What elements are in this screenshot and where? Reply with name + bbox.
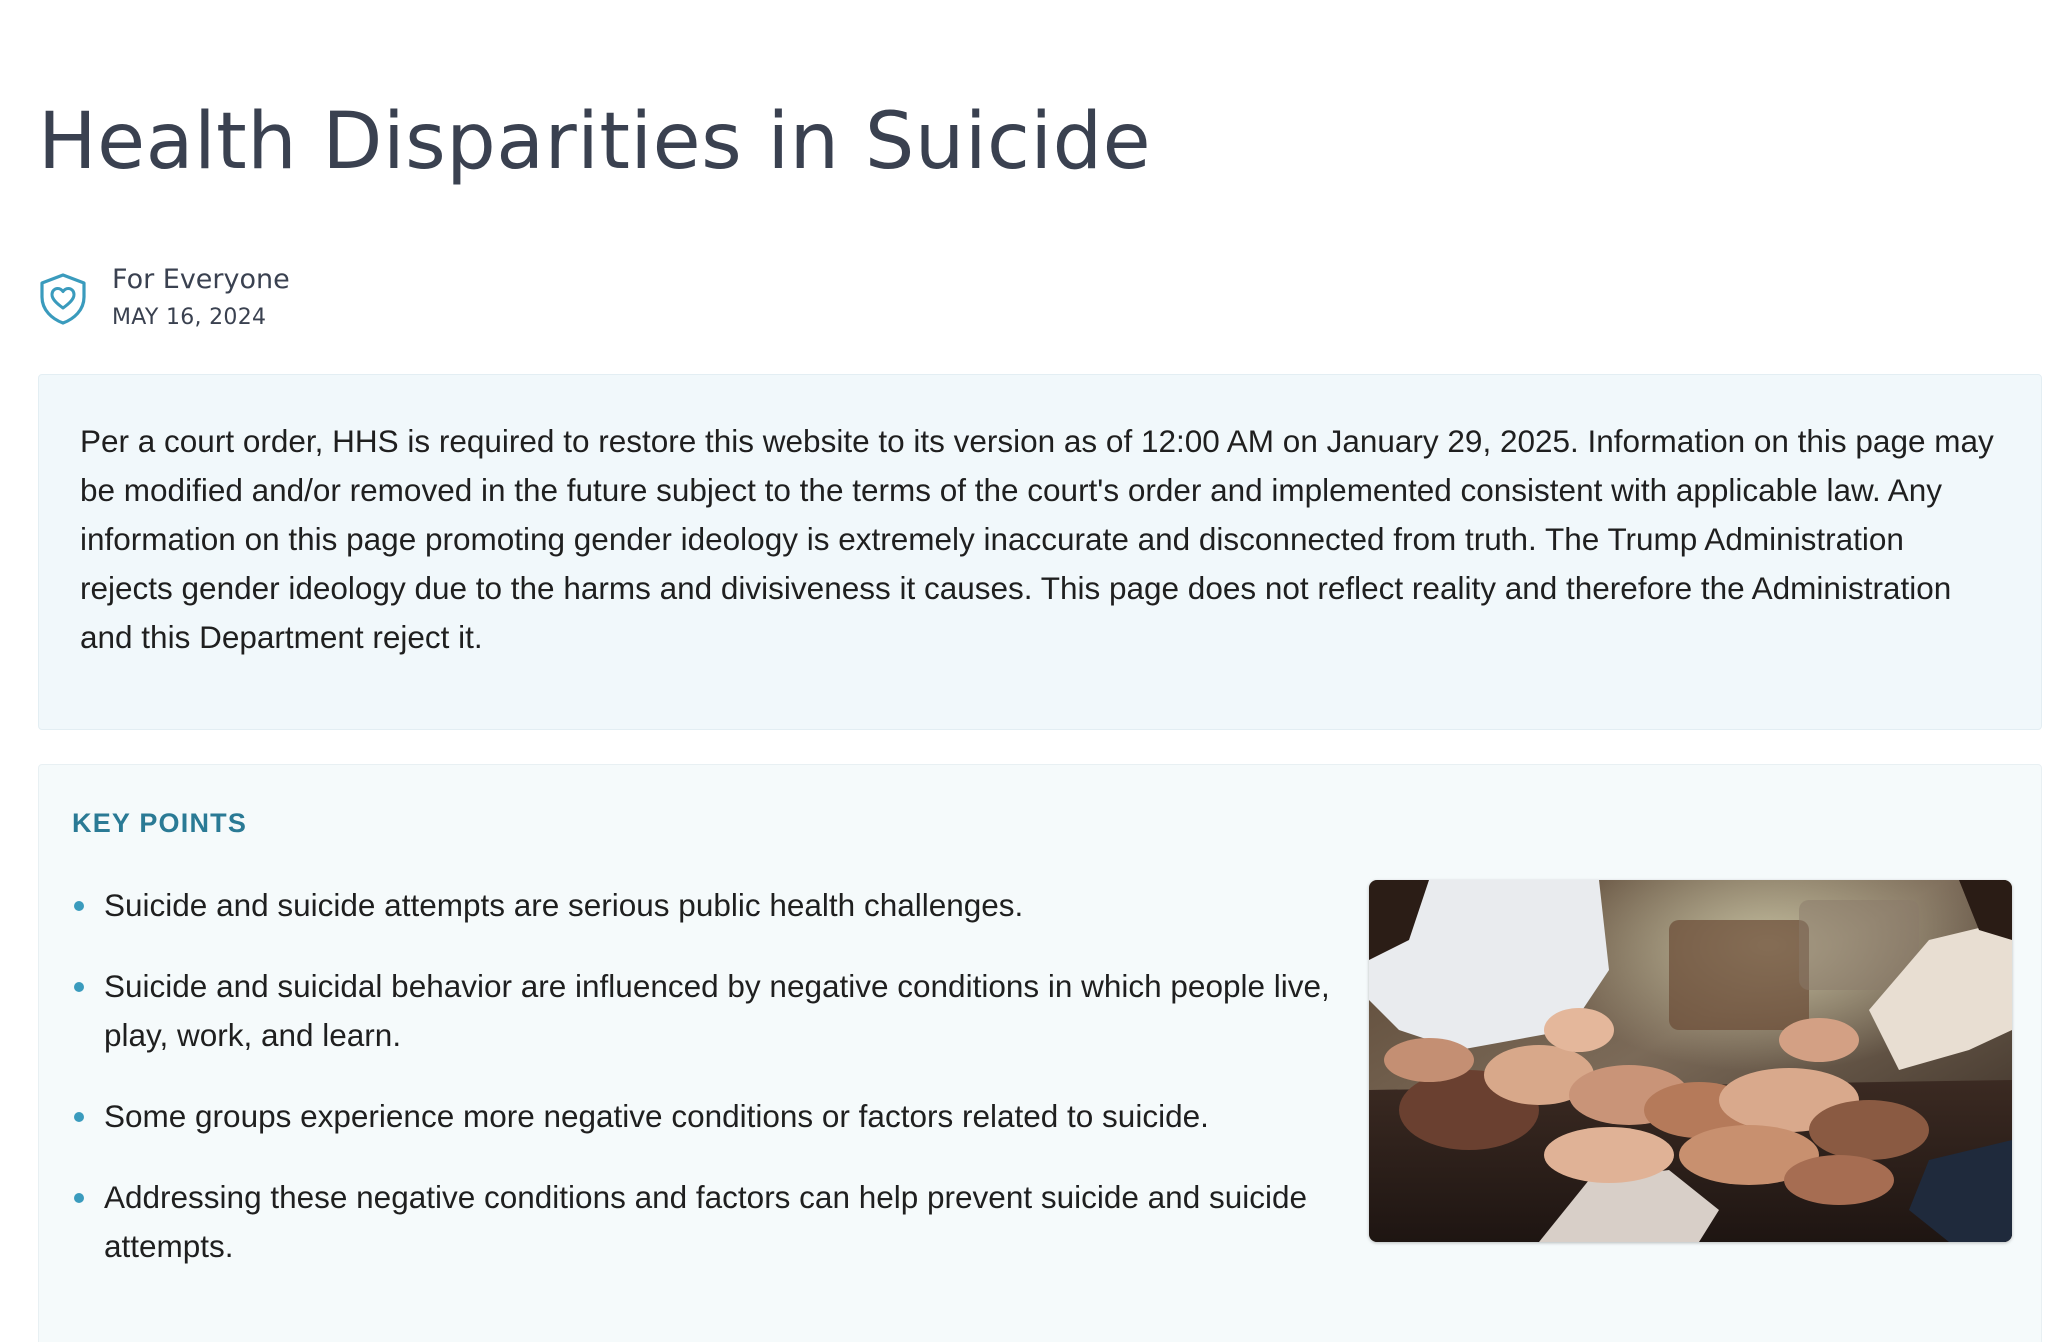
- page-title: Health Disparities in Suicide: [38, 97, 1152, 187]
- notice-text: Per a court order, HHS is required to restore this website to its version as of 12:00 AM on January 29, 2025. Information on this page may be modified and/or removed in the future subject to the terms of the court's order and implemented consistent with applicable law. Any information on this page promoting gender ideology is extremely inaccurate and disconnected from truth. The Trump Administration rejects gender ideology due to the harms and divisiveness it causes. This page does not reflect reality and therefore the Administration and this Department reject it.: [80, 423, 1994, 655]
- list-item: [72, 962, 1384, 1060]
- publish-date: MAY 16, 2024: [112, 305, 267, 330]
- list-item: [72, 1173, 1324, 1271]
- key-points-heading: KEY POINTS: [72, 808, 248, 838]
- bullet-icon: [74, 901, 84, 911]
- bullet-icon: [74, 1112, 84, 1122]
- shield-heart-icon: [38, 272, 88, 326]
- bullet-icon: [74, 1193, 84, 1203]
- key-points-section: [38, 764, 2042, 1342]
- people-holding-hands-photo: [1369, 880, 2012, 1242]
- key-point-text: Suicide and suicidal behavior are influenced by negative conditions in which people live, play, work, and learn.: [104, 968, 1330, 1053]
- key-points-list: [72, 881, 1372, 1303]
- key-point-text: Addressing these negative conditions and factors can help prevent suicide and suicide attempts.: [104, 1179, 1308, 1264]
- list-item: [72, 881, 1372, 930]
- bullet-icon: [74, 982, 84, 992]
- audience-label: For Everyone: [112, 264, 290, 295]
- audience-meta: [38, 262, 290, 342]
- key-point-text: Suicide and suicide attempts are serious public health challenges.: [104, 887, 1024, 923]
- list-item: [72, 1092, 1372, 1141]
- key-point-text: Some groups experience more negative conditions or factors related to suicide.: [104, 1098, 1209, 1134]
- court-order-notice: [38, 374, 2042, 730]
- meta-text: [112, 262, 290, 332]
